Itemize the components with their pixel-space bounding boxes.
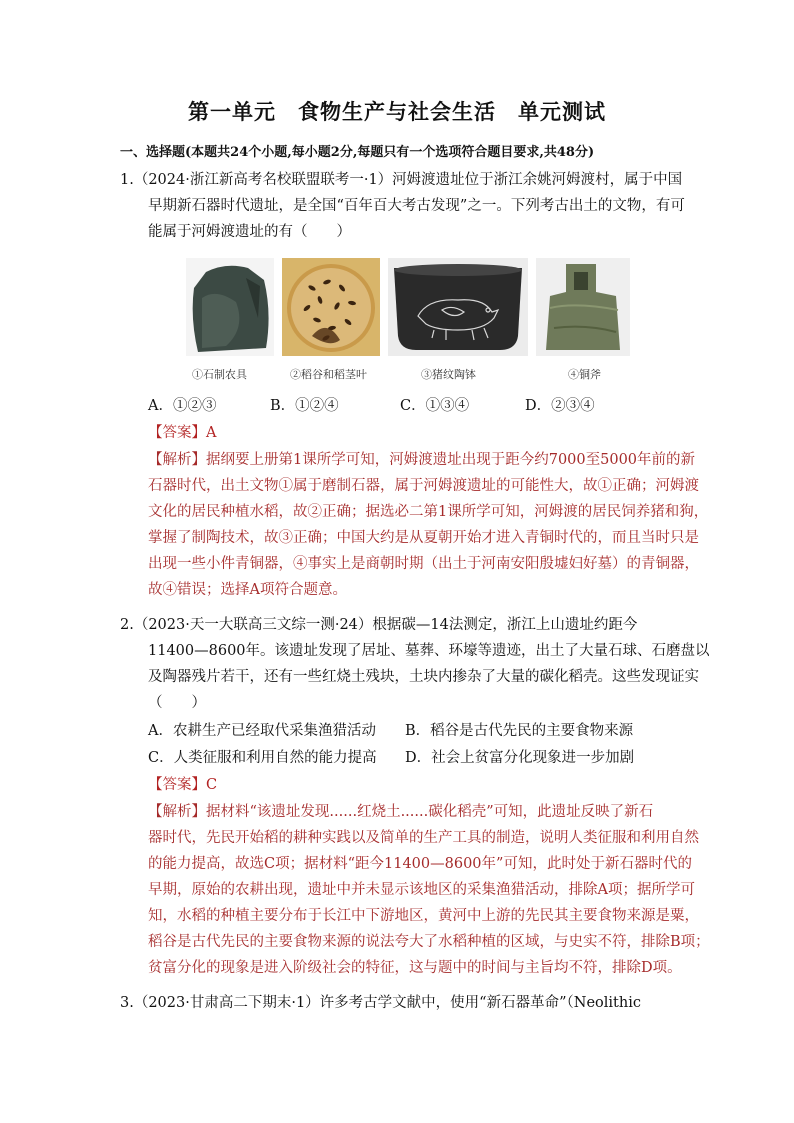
caption-rice: ②稻谷和稻茎叶 — [290, 368, 367, 381]
q1-answer — [148, 420, 216, 446]
q2-option-c: C．人类征服和利用自然的能力提高 — [148, 750, 377, 766]
q2-stem-line-3: 及陶器残片若干，还有一些红烧土残块，土块内掺杂了大量的碳化稻壳。这些发现证实 — [148, 669, 699, 685]
q1-explain-line-6: 故④错误；选择A项符合题意。 — [148, 582, 347, 598]
q3-stem-line-1: 3.（2023·甘肃高二下期末·1）许多考古学文献中，使用“新石器革命”（Neolithic — [120, 995, 641, 1011]
q2-answer — [148, 772, 217, 798]
q1-explain-line-1 — [148, 447, 695, 473]
q1-explain-line-3: 文化的居民种植水稻，故②正确；据选必二第1课所学可知，河姆渡的居民饲养猪和狗， — [148, 504, 709, 520]
q2-stem-line-1: 2.（2023·天一大联高三文综一测·24）根据碳—14法测定，浙江上山遗址约距今 — [120, 617, 638, 633]
q2-explain-line-1 — [148, 799, 653, 825]
caption-axe: ④铜斧 — [568, 368, 601, 381]
q1-option-a: A．①②③ — [148, 398, 217, 414]
q1-stem-line-2: 早期新石器时代遗址，是全国“百年百大考古发现”之一。下列考古出土的文物，有可 — [148, 198, 685, 214]
explain-text: 据材料“该遗址发现......红烧土......碳化稻壳”可知，此遗址反映了新石 — [206, 804, 654, 820]
q1-stem-line-3: 能属于河姆渡遗址的有（ ） — [148, 224, 351, 240]
q1-option-c: C．①③④ — [400, 398, 470, 414]
explain-tag: 【解析】 — [148, 804, 206, 820]
q1-figure-row — [186, 258, 636, 388]
answer-value: C — [206, 777, 218, 793]
page-title: 第一单元 食物生产与社会生活 单元测试 — [188, 99, 606, 124]
q2-explain-line-6: 稻谷是古代先民的主要食物来源的说法夸大了水稻种植的区域，与史实不符，排除B项； — [148, 934, 710, 950]
q2-option-a: A．农耕生产已经取代采集渔猎活动 — [148, 723, 376, 739]
q2-option-d: D．社会上贫富分化现象进一步加剧 — [405, 750, 635, 766]
q2-stem-line-4: （ ） — [148, 695, 206, 711]
pig-pottery-bowl-image — [388, 258, 528, 356]
caption-stone-tool: ①石制农具 — [192, 368, 247, 381]
q2-option-b: B．稻谷是古代先民的主要食物来源 — [405, 723, 634, 739]
q1-stem-line-1: 1.（2024·浙江新高考名校联盟联考一·1）河姆渡遗址位于浙江余姚河姆渡村，属于中国 — [120, 172, 683, 188]
explain-tag: 【解析】 — [148, 452, 206, 468]
q1-explain-line-4: 掌握了制陶技术，故③正确；中国大约是从夏朝开始才进入青铜时代的，而且当时只是 — [148, 530, 699, 546]
q2-explain-line-7: 贫富分化的现象是进入阶级社会的特征，这与题中的时间与主旨均不符，排除D项。 — [148, 960, 682, 976]
section-heading: 一、选择题(本题共24个小题,每小题2分,每题只有一个选项符合题目要求,共48分) — [120, 145, 595, 160]
rice-grain-image — [282, 258, 380, 356]
answer-tag: 【答案】 — [148, 777, 206, 793]
q1-explain-line-2: 石器时代，出土文物①属于磨制石器，属于河姆渡遗址的可能性大，故①正确；河姆渡 — [148, 478, 699, 494]
answer-value: A — [206, 425, 217, 441]
answer-tag: 【答案】 — [148, 425, 206, 441]
q1-explain-line-5: 出现一些小件青铜器，④事实上是商朝时期（出土于河南安阳殷墟妇好墓）的青铜器， — [148, 556, 699, 572]
bronze-axe-image — [536, 258, 630, 356]
q1-option-d: D．②③④ — [525, 398, 595, 414]
q2-stem-line-2: 11400—8600年。该遗址发现了居址、墓葬、环壕等遗迹，出土了大量石球、石磨盘以 — [148, 643, 710, 659]
q2-explain-line-3: 的能力提高，故选C项；据材料“距今11400—8600年”可知，此时处于新石器时代的 — [148, 856, 692, 872]
stone-tool-image — [186, 258, 274, 356]
explain-text: 据纲要上册第1课所学可知，河姆渡遗址出现于距今约7000至5000年前的新 — [206, 452, 696, 468]
q2-explain-line-2: 器时代，先民开始稻的耕种实践以及简单的生产工具的制造，说明人类征服和利用自然 — [148, 830, 699, 846]
q2-explain-line-5: 知，水稻的种植主要分布于长江中下游地区，黄河中上游的先民其主要食物来源是粟， — [148, 908, 699, 924]
q2-explain-line-4: 早期，原始的农耕出现，遗址中并未显示该地区的采集渔猎活动，排除A项；据所学可 — [148, 882, 695, 898]
caption-pottery: ③猪纹陶钵 — [421, 368, 476, 381]
q1-option-b: B．①②④ — [270, 398, 339, 414]
